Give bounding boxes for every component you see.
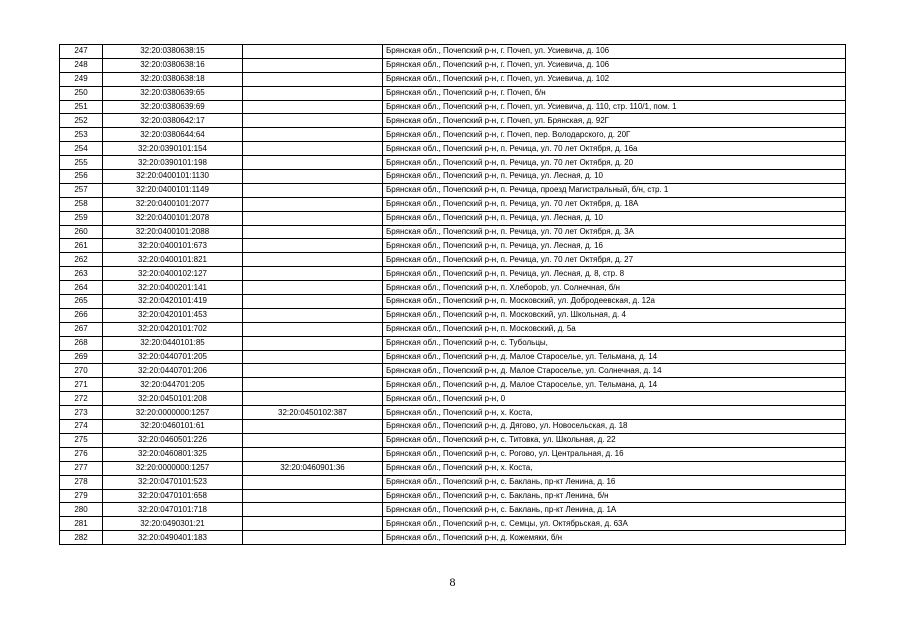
- previous-number-cell: [243, 447, 383, 461]
- address-cell: Брянская обл., Почепский р-н, г. Почеп, пер. Володарского, д. 20Г: [383, 128, 846, 142]
- row-number-cell: 282: [60, 531, 103, 545]
- table-row: [60, 170, 846, 184]
- previous-number-cell: [243, 517, 383, 531]
- cadastral-number-cell: 32:20:0400101:2088: [103, 225, 243, 239]
- cadastral-number-cell: 32:20:0490301:21: [103, 517, 243, 531]
- cadastral-number-cell: 32:20:0380639:65: [103, 86, 243, 100]
- table-row: [60, 128, 846, 142]
- row-number-cell: 256: [60, 170, 103, 184]
- address-cell: Брянская обл., Почепский р-н, п. Московский, д. 5а: [383, 322, 846, 336]
- table-row: [60, 142, 846, 156]
- row-number-cell: 272: [60, 392, 103, 406]
- previous-number-cell: [243, 253, 383, 267]
- previous-number-cell: [243, 86, 383, 100]
- row-number-cell: 247: [60, 45, 103, 59]
- cadastral-number-cell: 32:20:0400101:1149: [103, 183, 243, 197]
- address-cell: Брянская обл., Почепский р-н, п. Речица, ул. 70 лет Октября, д. 16а: [383, 142, 846, 156]
- previous-number-cell: [243, 128, 383, 142]
- cadastral-number-cell: 32:20:0440701:205: [103, 350, 243, 364]
- address-cell: Брянская обл., Почепский р-н, п. Речица, проезд Магистральный, б/н, стр. 1: [383, 183, 846, 197]
- cadastral-number-cell: 32:20:0460801:325: [103, 447, 243, 461]
- table-row: [60, 378, 846, 392]
- previous-number-cell: [243, 72, 383, 86]
- previous-number-cell: [243, 489, 383, 503]
- table-row: [60, 433, 846, 447]
- cadastral-number-cell: 32:20:0420101:453: [103, 308, 243, 322]
- table-row: [60, 489, 846, 503]
- table-row: [60, 475, 846, 489]
- address-cell: Брянская обл., Почепский р-н, г. Почеп, ул. Брянская, д. 92Г: [383, 114, 846, 128]
- cadastral-number-cell: 32:20:0440101:85: [103, 336, 243, 350]
- row-number-cell: 252: [60, 114, 103, 128]
- row-number-cell: 262: [60, 253, 103, 267]
- table-row: [60, 461, 846, 475]
- previous-number-cell: [243, 197, 383, 211]
- table-row: [60, 364, 846, 378]
- row-number-cell: 269: [60, 350, 103, 364]
- table-row: [60, 281, 846, 295]
- address-cell: Брянская обл., Почепский р-н, с. Тубольцы,: [383, 336, 846, 350]
- previous-number-cell: [243, 475, 383, 489]
- table-row: [60, 211, 846, 225]
- previous-number-cell: [243, 295, 383, 309]
- previous-number-cell: [243, 308, 383, 322]
- address-cell: Брянская обл., Почепский р-н, д. Малое Староселье, ул. Тельмана, д. 14: [383, 350, 846, 364]
- previous-number-cell: [243, 142, 383, 156]
- registry-table: [59, 44, 846, 545]
- address-cell: Брянская обл., Почепский р-н, д. Малое Староселье, ул. Тельмана, д. 14: [383, 378, 846, 392]
- row-number-cell: 261: [60, 239, 103, 253]
- previous-number-cell: [243, 239, 383, 253]
- table-row: [60, 392, 846, 406]
- address-cell: Брянская обл., Почепский р-н, п. Московский, ул. Школьная, д. 4: [383, 308, 846, 322]
- cadastral-number-cell: 32:20:0470101:718: [103, 503, 243, 517]
- cadastral-number-cell: 32:20:0490401:183: [103, 531, 243, 545]
- cadastral-number-cell: 32:20:0380638:15: [103, 45, 243, 59]
- address-cell: Брянская обл., Почепский р-н, х. Коста,: [383, 406, 846, 420]
- cadastral-number-cell: 32:20:0390101:198: [103, 156, 243, 170]
- address-cell: Брянская обл., Почепский р-н, г. Почеп, ул. Усиевича, д. 102: [383, 72, 846, 86]
- table-row: [60, 100, 846, 114]
- address-cell: Брянская обл., Почепский р-н, с. Баклань, пр-кт Ленина, д. 1А: [383, 503, 846, 517]
- table-row: [60, 156, 846, 170]
- cadastral-number-cell: 32:20:0390101:154: [103, 142, 243, 156]
- previous-number-cell: [243, 322, 383, 336]
- table-row: [60, 197, 846, 211]
- row-number-cell: 265: [60, 295, 103, 309]
- address-cell: Брянская обл., Почепский р-н, п. Московский, ул. Добродеевская, д. 12а: [383, 295, 846, 309]
- row-number-cell: 249: [60, 72, 103, 86]
- previous-number-cell: 32:20:0460901:36: [243, 461, 383, 475]
- cadastral-number-cell: 32:20:0470101:523: [103, 475, 243, 489]
- address-cell: Брянская обл., Почепский р-н, г. Почеп, ул. Усиевича, д. 110, стр. 110/1, пом. 1: [383, 100, 846, 114]
- row-number-cell: 267: [60, 322, 103, 336]
- address-cell: Брянская обл., Почепский р-н, г. Почеп, ул. Усиевича, д. 106: [383, 45, 846, 59]
- row-number-cell: 274: [60, 420, 103, 434]
- address-cell: Брянская обл., Почепский р-н, п. Речица, ул. Лесная, д. 10: [383, 211, 846, 225]
- previous-number-cell: [243, 114, 383, 128]
- row-number-cell: 276: [60, 447, 103, 461]
- address-cell: Брянская обл., Почепский р-н, д. Кожемяки, б/н: [383, 531, 846, 545]
- previous-number-cell: [243, 211, 383, 225]
- row-number-cell: 259: [60, 211, 103, 225]
- table-row: [60, 267, 846, 281]
- table-row: [60, 183, 846, 197]
- previous-number-cell: [243, 392, 383, 406]
- table-row: [60, 308, 846, 322]
- row-number-cell: 263: [60, 267, 103, 281]
- address-cell: Брянская обл., Почепский р-н, г. Почеп, ул. Усиевича, д. 106: [383, 58, 846, 72]
- address-cell: Брянская обл., Почепский р-н, с. Баклань, пр-кт Ленина, д. 16: [383, 475, 846, 489]
- address-cell: Брянская обл., Почепский р-н, п. Речица, ул. 70 лет Октября, д. 27: [383, 253, 846, 267]
- cadastral-number-cell: 32:20:0400101:821: [103, 253, 243, 267]
- table-row: [60, 503, 846, 517]
- table-row: [60, 420, 846, 434]
- address-cell: Брянская обл., Почепский р-н, с. Титовка, ул. Школьная, д. 22: [383, 433, 846, 447]
- previous-number-cell: [243, 225, 383, 239]
- previous-number-cell: [243, 170, 383, 184]
- row-number-cell: 281: [60, 517, 103, 531]
- cadastral-number-cell: 32:20:0460101:61: [103, 420, 243, 434]
- table-row: [60, 253, 846, 267]
- table-row: [60, 58, 846, 72]
- cadastral-number-cell: 32:20:0400101:2077: [103, 197, 243, 211]
- address-cell: Брянская обл., Почепский р-н, д. Малое Староселье, ул. Солнечная, д. 14: [383, 364, 846, 378]
- table-row: [60, 447, 846, 461]
- address-cell: Брянская обл., Почепский р-н, 0: [383, 392, 846, 406]
- cadastral-number-cell: 32:20:0400101:1130: [103, 170, 243, 184]
- cadastral-number-cell: 32:20:0000000:1257: [103, 461, 243, 475]
- address-cell: Брянская обл., Почепский р-н, п. Речица, ул. Лесная, д. 16: [383, 239, 846, 253]
- address-cell: Брянская обл., Почепский р-н, п. Хлеборob, ул. Солнечная, б/н: [383, 281, 846, 295]
- cadastral-number-cell: 32:20:0450101:208: [103, 392, 243, 406]
- cadastral-number-cell: 32:20:0380639:69: [103, 100, 243, 114]
- table-row: [60, 336, 846, 350]
- previous-number-cell: [243, 336, 383, 350]
- previous-number-cell: [243, 45, 383, 59]
- cadastral-number-cell: 32:20:0380638:16: [103, 58, 243, 72]
- address-cell: Брянская обл., Почепский р-н, д. Дягово, ул. Новосельская, д. 18: [383, 420, 846, 434]
- row-number-cell: 268: [60, 336, 103, 350]
- row-number-cell: 266: [60, 308, 103, 322]
- row-number-cell: 253: [60, 128, 103, 142]
- address-cell: Брянская обл., Почепский р-н, с. Семцы, ул. Октябрьская, д. 63А: [383, 517, 846, 531]
- row-number-cell: 277: [60, 461, 103, 475]
- previous-number-cell: [243, 281, 383, 295]
- table-row: [60, 517, 846, 531]
- row-number-cell: 278: [60, 475, 103, 489]
- address-cell: Брянская обл., Почепский р-н, п. Речица, ул. 70 лет Октября, д. 18А: [383, 197, 846, 211]
- cadastral-number-cell: 32:20:0460501:226: [103, 433, 243, 447]
- row-number-cell: 260: [60, 225, 103, 239]
- address-cell: Брянская обл., Почепский р-н, п. Речица, ул. 70 лет Октября, д. 3А: [383, 225, 846, 239]
- registry-table-body: [60, 45, 846, 545]
- row-number-cell: 250: [60, 86, 103, 100]
- row-number-cell: 273: [60, 406, 103, 420]
- row-number-cell: 270: [60, 364, 103, 378]
- address-cell: Брянская обл., Почепский р-н, с. Баклань, пр-кт Ленина, б/н: [383, 489, 846, 503]
- cadastral-number-cell: 32:20:0400101:2078: [103, 211, 243, 225]
- previous-number-cell: [243, 267, 383, 281]
- address-cell: Брянская обл., Почепский р-н, с. Рогово, ул. Центральная, д. 16: [383, 447, 846, 461]
- row-number-cell: 257: [60, 183, 103, 197]
- cadastral-number-cell: 32:20:0400102:127: [103, 267, 243, 281]
- previous-number-cell: [243, 156, 383, 170]
- previous-number-cell: [243, 364, 383, 378]
- previous-number-cell: [243, 183, 383, 197]
- page-number: 8: [449, 575, 456, 589]
- previous-number-cell: [243, 58, 383, 72]
- table-row: [60, 114, 846, 128]
- row-number-cell: 258: [60, 197, 103, 211]
- address-cell: Брянская обл., Почепский р-н, п. Речица, ул. Лесная, д. 10: [383, 170, 846, 184]
- table-row: [60, 322, 846, 336]
- address-cell: Брянская обл., Почепский р-н, х. Коста,: [383, 461, 846, 475]
- address-cell: Брянская обл., Почепский р-н, п. Речица, ул. Лесная, д. 8, стр. 8: [383, 267, 846, 281]
- table-row: [60, 295, 846, 309]
- cadastral-number-cell: 32:20:0000000:1257: [103, 406, 243, 420]
- table-row: [60, 350, 846, 364]
- previous-number-cell: [243, 531, 383, 545]
- cadastral-number-cell: 32:20:0380644:64: [103, 128, 243, 142]
- cadastral-number-cell: 32:20:0400101:673: [103, 239, 243, 253]
- cadastral-number-cell: 32:20:0380638:18: [103, 72, 243, 86]
- row-number-cell: 251: [60, 100, 103, 114]
- cadastral-number-cell: 32:20:0420101:702: [103, 322, 243, 336]
- address-cell: Брянская обл., Почепский р-н, п. Речица, ул. 70 лет Октября, д. 20: [383, 156, 846, 170]
- row-number-cell: 271: [60, 378, 103, 392]
- cadastral-number-cell: 32:20:0380642:17: [103, 114, 243, 128]
- table-row: [60, 239, 846, 253]
- previous-number-cell: [243, 503, 383, 517]
- previous-number-cell: [243, 433, 383, 447]
- cadastral-number-cell: 32:20:0420101:419: [103, 295, 243, 309]
- cadastral-number-cell: 32:20:0400201:141: [103, 281, 243, 295]
- row-number-cell: 280: [60, 503, 103, 517]
- table-row: [60, 225, 846, 239]
- table-row: [60, 45, 846, 59]
- address-cell: Брянская обл., Почепский р-н, г. Почеп, б/н: [383, 86, 846, 100]
- cadastral-number-cell: 32:20:0470101:658: [103, 489, 243, 503]
- table-row: [60, 86, 846, 100]
- row-number-cell: 248: [60, 58, 103, 72]
- row-number-cell: 255: [60, 156, 103, 170]
- row-number-cell: 279: [60, 489, 103, 503]
- previous-number-cell: [243, 420, 383, 434]
- table-row: [60, 406, 846, 420]
- cadastral-number-cell: 32:20:044701:205: [103, 378, 243, 392]
- row-number-cell: 254: [60, 142, 103, 156]
- row-number-cell: 264: [60, 281, 103, 295]
- row-number-cell: 275: [60, 433, 103, 447]
- previous-number-cell: [243, 378, 383, 392]
- table-row: [60, 72, 846, 86]
- table-row: [60, 531, 846, 545]
- previous-number-cell: [243, 350, 383, 364]
- previous-number-cell: [243, 100, 383, 114]
- previous-number-cell: 32:20:0450102:387: [243, 406, 383, 420]
- cadastral-number-cell: 32:20:0440701:206: [103, 364, 243, 378]
